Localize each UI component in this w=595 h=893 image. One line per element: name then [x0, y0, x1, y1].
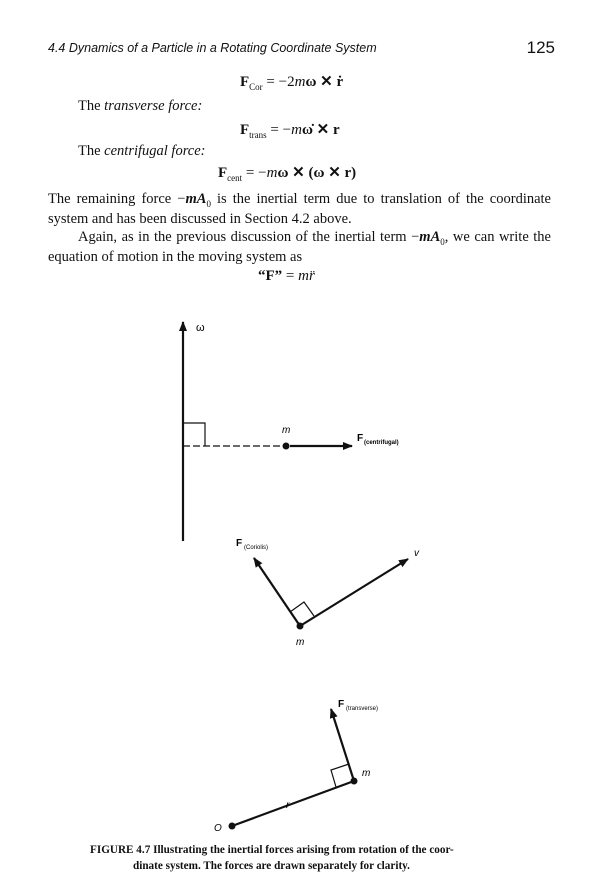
velocity-label: v — [414, 548, 419, 559]
text-run: , we can write the equation of motion in the moving system as — [48, 229, 551, 265]
mass-point — [297, 623, 304, 630]
panel-transverse — [214, 699, 378, 834]
figure-caption-line-1: FIGURE 4.7 Illustrating the inertial forces arising from rotation of the coor- — [90, 844, 454, 856]
eq-lhs: F — [218, 165, 228, 181]
origin-point — [229, 823, 236, 830]
eq-r: r — [332, 122, 340, 138]
page-number: 125 — [526, 38, 555, 57]
figure-caption-line-2: dinate system. The forces are drawn separately for clarity. — [133, 860, 410, 872]
coriolis-force-arrow — [254, 558, 300, 626]
eq-cross: ✕ — [288, 165, 309, 181]
centrifugal-force-label: F — [357, 433, 364, 444]
right-angle-marker — [290, 602, 314, 616]
label-prefix: The — [78, 98, 105, 114]
eq-rhs-prefix: = − — [266, 122, 292, 138]
eq-rhs-prefix: = −2 — [262, 74, 295, 90]
label-italic: centrifugal force: — [104, 143, 206, 159]
transverse-force-arrow — [331, 709, 354, 781]
position-vector-label: r — [286, 800, 290, 811]
eq-subscript: cent — [227, 173, 243, 183]
coriolis-force-label: F — [236, 538, 243, 549]
text-run: Again, as in the previous discussion of the inertial term − — [78, 229, 420, 245]
panel-coriolis — [236, 538, 420, 648]
math-sub: 0 — [440, 237, 445, 247]
transverse-force-subscript: (transverse) — [346, 706, 379, 712]
eq-omega-dot: ω̇ — [301, 122, 313, 138]
coriolis-force-subscript: (Coriolis) — [244, 545, 268, 551]
eq-mass: m — [291, 122, 302, 138]
eq-mass: m — [266, 165, 278, 181]
mass-label: m — [362, 768, 371, 779]
text-run: The remaining force − — [48, 191, 186, 207]
eq-lhs: F — [240, 122, 250, 138]
panel-centrifugal — [183, 322, 399, 541]
eq-rhs-prefix: = − — [242, 165, 267, 181]
position-vector — [232, 781, 354, 826]
eq-omega: ω — [305, 74, 317, 90]
origin-label: O — [214, 823, 222, 834]
eq-mass: m — [294, 74, 306, 90]
eq-lhs: “F” — [258, 268, 283, 284]
eq-rhs: mr̈ — [298, 268, 315, 284]
math-mA: mA — [185, 191, 207, 207]
eq-rdot: ṙ — [336, 74, 344, 90]
velocity-arrow — [300, 559, 408, 626]
math-sub: 0 — [206, 199, 211, 209]
text-run: is the inertial term due to translation of the coordinate system and has been discussed in Section 4.2 above. — [48, 191, 551, 227]
mass-point — [283, 443, 290, 450]
eq-subscript: Cor — [249, 82, 263, 92]
eq-cross: ✕ — [312, 122, 333, 138]
label-italic: transverse force: — [104, 98, 203, 114]
mass-label: m — [296, 637, 305, 648]
mass-label: m — [282, 425, 291, 436]
eq-paren: (ω ✕ r) — [308, 165, 357, 181]
label-prefix: The — [78, 143, 105, 159]
right-angle-marker — [183, 423, 205, 446]
eq-equals: = — [282, 268, 299, 284]
running-header: 4.4 Dynamics of a Particle in a Rotating Coordinate System — [48, 41, 377, 55]
transverse-force-label: F — [338, 699, 345, 710]
eq-lhs: F — [240, 74, 250, 90]
math-mA: mA — [419, 229, 441, 245]
eq-cross: ✕ — [316, 74, 337, 90]
centrifugal-force-subscript: (centrifugal) — [364, 440, 399, 446]
omega-label: ω — [196, 322, 205, 334]
eq-omega: ω — [277, 165, 289, 181]
eq-subscript: trans — [249, 130, 267, 140]
